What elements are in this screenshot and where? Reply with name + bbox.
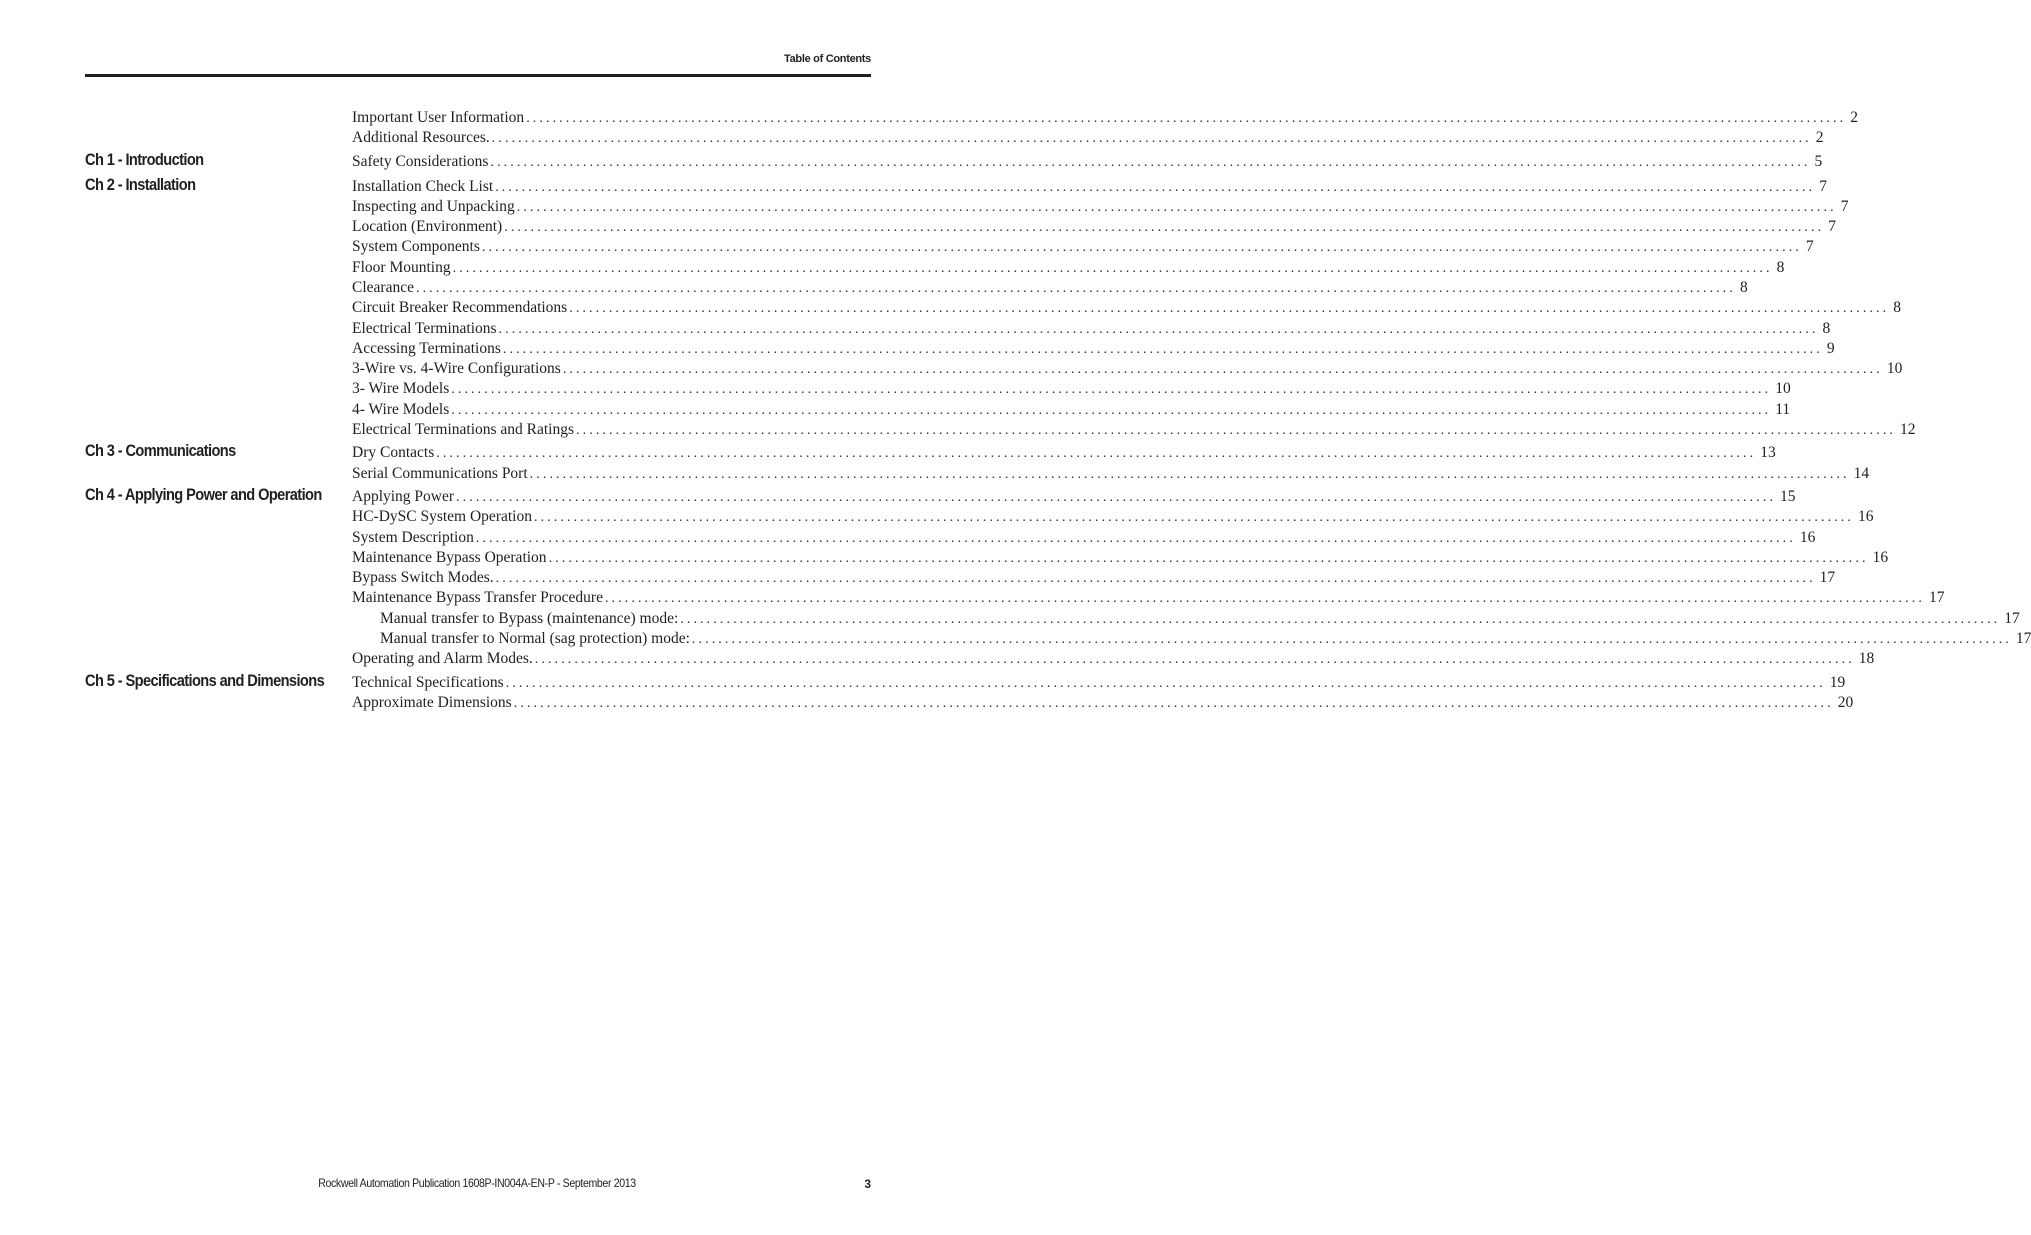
toc-entry[interactable] [352, 109, 1858, 127]
dot-leader: ........................................................................................................................................................................................................ [451, 403, 1772, 418]
chapter-heading-4[interactable]: Ch 4 - Applying Power and Operation [85, 485, 322, 504]
dot-leader: ........................................................................................................................................................................................................ [533, 510, 1854, 525]
toc-entry[interactable] [352, 650, 1875, 668]
toc-entry-page: 14 [1853, 465, 1870, 482]
toc-entry-page: 12 [1900, 421, 1916, 438]
toc-entry-page: 16 [1857, 508, 1874, 525]
toc-entry[interactable] [352, 129, 1824, 147]
toc-entry[interactable] [352, 178, 1827, 196]
toc-entry-label: Manual transfer to Bypass (maintenance) mode: [380, 610, 679, 627]
toc-entry[interactable] [352, 401, 1791, 419]
dot-leader: ........................................................................................................................................................................................................ [495, 571, 1816, 586]
toc-entry[interactable] [352, 421, 1916, 439]
dot-leader: ........................................................................................................................................................................................................ [680, 612, 2001, 627]
toc-entry-page: 17 [2015, 630, 2031, 647]
dot-leader: ........................................................................................................................................................................................................ [529, 467, 1850, 482]
dot-leader: ........................................................................................................................................................................................................ [604, 591, 1925, 606]
toc-entry-label: Technical Specifications [352, 674, 504, 691]
toc-entry[interactable] [352, 153, 1823, 171]
toc-entry-label: Dry Contacts [352, 444, 435, 461]
footer-publication: Rockwell Automation Publication 1608P-IN004A-EN-P - September 2013 [318, 1176, 636, 1190]
chapter-heading-3[interactable]: Ch 3 - Communications [85, 441, 236, 460]
toc-entry-label: System Components [352, 238, 480, 255]
toc-entry-page: 19 [1829, 674, 1846, 691]
toc-entry-page: 17 [1819, 569, 1836, 586]
toc-entry-page: 20 [1837, 694, 1854, 711]
running-header-title: Table of Contents [784, 53, 871, 65]
toc-entry-label: Electrical Terminations and Ratings [352, 421, 575, 438]
toc-entry-label: HC-DySC System Operation [352, 508, 532, 525]
dot-leader: ........................................................................................................................................................................................................ [502, 342, 1823, 357]
toc-entry-page: 18 [1858, 650, 1875, 667]
header-rule [85, 74, 871, 77]
dot-leader: ........................................................................................................................................................................................................ [415, 281, 1736, 296]
dot-leader: ........................................................................................................................................................................................................ [534, 652, 1855, 667]
toc-entry[interactable] [352, 529, 1816, 547]
chapter-heading-5[interactable]: Ch 5 - Specifications and Dimensions [85, 671, 325, 690]
toc-entry[interactable] [352, 488, 1796, 506]
dot-leader: ........................................................................................................................................................................................................ [691, 632, 2012, 647]
footer-page-number: 3 [864, 1177, 871, 1191]
toc-entry-label: Operating and Alarm Modes. [352, 650, 533, 667]
toc-entry-label: Additional Resources. [352, 129, 490, 146]
toc-entry-page: 17 [2004, 610, 2020, 627]
toc-entry[interactable] [352, 238, 1814, 256]
toc-entry[interactable] [352, 259, 1785, 277]
toc-entry-label: Maintenance Bypass Operation [352, 549, 547, 566]
dot-leader: ........................................................................................................................................................................................................ [548, 551, 1869, 566]
toc-entry-page: 16 [1799, 529, 1816, 546]
toc-entry-label: 3- Wire Models [352, 380, 450, 397]
toc-entry-label: Electrical Terminations [352, 320, 497, 337]
toc-entry[interactable] [352, 218, 1836, 236]
dot-leader: ........................................................................................................................................................................................................ [562, 362, 1883, 377]
dot-leader: ........................................................................................................................................................................................................ [526, 111, 1847, 126]
toc-entry-label: System Description [352, 529, 474, 546]
toc-entry-label: Approximate Dimensions [352, 694, 512, 711]
toc-entry-label: Clearance [352, 279, 414, 296]
toc-entry-page: 16 [1872, 549, 1889, 566]
toc-entry-page: 8 [1739, 279, 1748, 296]
dot-leader: ........................................................................................................................................................................................................ [505, 676, 1826, 691]
dot-leader: ........................................................................................................................................................................................................ [498, 322, 1819, 337]
toc-entry[interactable] [352, 694, 1854, 712]
dot-leader: ........................................................................................................................................................................................................ [481, 240, 1802, 255]
toc-entry-page: 10 [1775, 380, 1791, 397]
toc-entry[interactable] [352, 549, 1889, 567]
toc-entry-label: Circuit Breaker Recommendations [352, 299, 568, 316]
dot-leader: ........................................................................................................................................................................................................ [456, 490, 1777, 505]
dot-leader: ........................................................................................................................................................................................................ [436, 446, 1757, 461]
toc-entry-page: 9 [1826, 340, 1835, 357]
dot-leader: ........................................................................................................................................................................................................ [576, 423, 1897, 438]
toc-entry-label: Inspecting and Unpacking [352, 198, 515, 215]
toc-entry-label: Manual transfer to Normal (sag protection) mode: [380, 630, 690, 647]
chapter-heading-2[interactable]: Ch 2 - Installation [85, 175, 196, 194]
toc-entry-label: Safety Considerations [352, 153, 489, 170]
toc-entry[interactable] [352, 279, 1748, 297]
toc-entry-page: 2 [1850, 109, 1858, 126]
toc-entry-label: Applying Power [352, 488, 455, 505]
dot-leader: ........................................................................................................................................................................................................ [491, 131, 1812, 146]
toc-entry-label: Location (Environment) [352, 218, 503, 235]
toc-entry-page: 7 [1828, 218, 1836, 235]
toc-entry[interactable] [352, 465, 1870, 483]
toc-entry-label: Bypass Switch Modes. [352, 569, 494, 586]
toc-entry-label: Important User Information [352, 109, 525, 126]
toc-entry[interactable] [352, 299, 1901, 317]
toc-entry-label: Maintenance Bypass Transfer Procedure [352, 589, 603, 606]
toc-entry-page: 11 [1775, 401, 1791, 418]
dot-leader: ........................................................................................................................................................................................................ [504, 220, 1825, 235]
dot-leader: ........................................................................................................................................................................................................ [516, 200, 1837, 215]
toc-entry[interactable] [352, 320, 1831, 338]
toc-entry[interactable] [352, 198, 1849, 216]
toc-entry-label: Accessing Terminations [352, 340, 501, 357]
toc-entry-label: Installation Check List [352, 178, 494, 195]
toc-entry-label: Serial Communications Port [352, 465, 528, 482]
toc-entry-page: 10 [1886, 360, 1903, 377]
toc-entry[interactable] [352, 589, 1945, 607]
toc-entry[interactable] [352, 444, 1776, 462]
toc-entry-label: 3-Wire vs. 4-Wire Configurations [352, 360, 561, 377]
toc-entry[interactable] [352, 340, 1835, 358]
toc-entry-page: 8 [1776, 259, 1785, 276]
toc-entry-page: 17 [1928, 589, 1945, 606]
toc-subentry[interactable] [380, 610, 2020, 628]
dot-leader: ........................................................................................................................................................................................................ [513, 696, 1834, 711]
toc-entry-page: 7 [1805, 238, 1814, 255]
toc-entry-label: Floor Mounting [352, 259, 451, 276]
toc-entry[interactable] [352, 674, 1846, 692]
toc-entry-page: 8 [1893, 299, 1901, 316]
dot-leader: ........................................................................................................................................................................................................ [490, 155, 1811, 170]
toc-subentry[interactable] [380, 630, 2031, 648]
toc-entry[interactable] [352, 508, 1874, 526]
dot-leader: ........................................................................................................................................................................................................ [452, 261, 1773, 276]
toc-entry-page: 15 [1780, 488, 1796, 505]
dot-leader: ........................................................................................................................................................................................................ [569, 301, 1890, 316]
dot-leader: ........................................................................................................................................................................................................ [451, 382, 1772, 397]
toc-entry-page: 7 [1819, 178, 1827, 195]
dot-leader: ........................................................................................................................................................................................................ [475, 531, 1796, 546]
toc-entry-page: 7 [1840, 198, 1849, 215]
toc-entry-page: 8 [1822, 320, 1831, 337]
toc-entry-page: 5 [1814, 153, 1823, 170]
toc-entry[interactable] [352, 360, 1903, 378]
chapter-heading-1[interactable]: Ch 1 - Introduction [85, 150, 204, 169]
toc-entry-page: 2 [1815, 129, 1824, 146]
toc-entry[interactable] [352, 569, 1836, 587]
dot-leader: ........................................................................................................................................................................................................ [495, 180, 1816, 195]
toc-entry-label: 4- Wire Models [352, 401, 450, 418]
toc-entry[interactable] [352, 380, 1791, 398]
toc-entry-page: 13 [1760, 444, 1776, 461]
